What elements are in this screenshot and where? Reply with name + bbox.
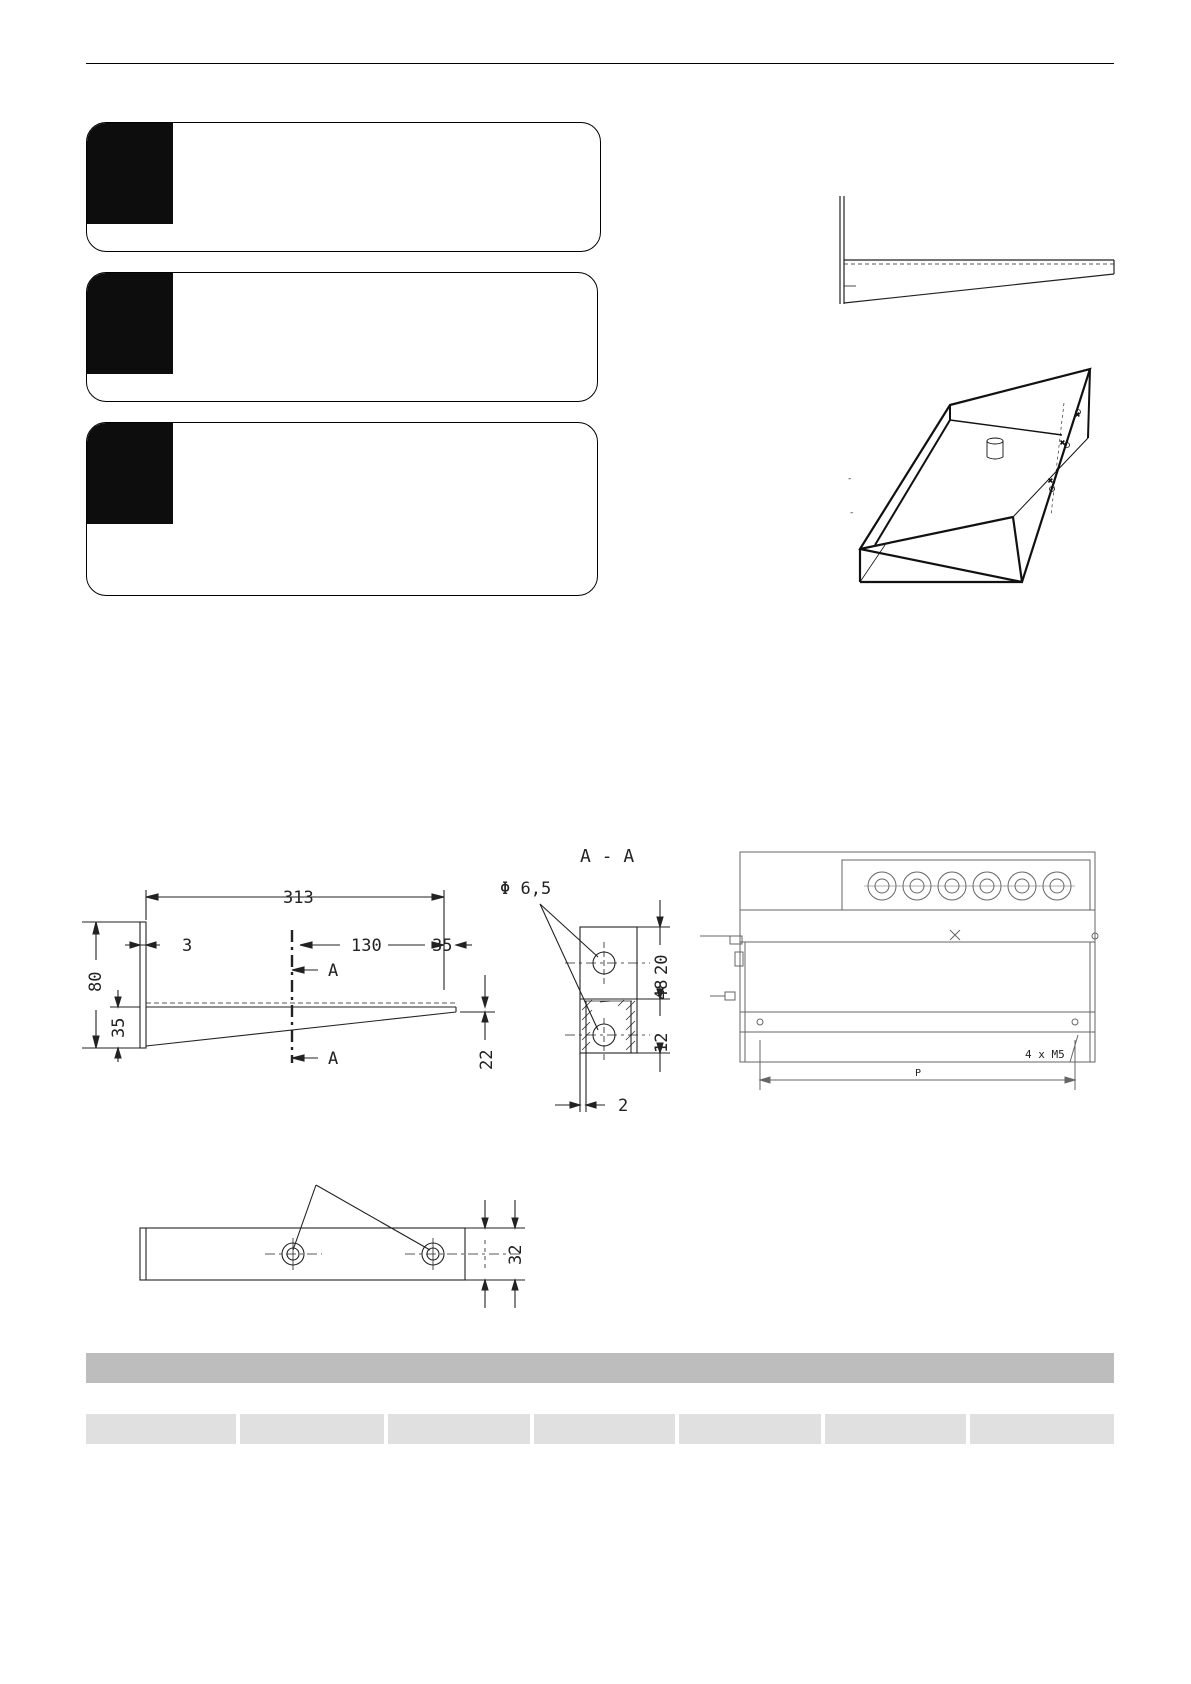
section-marker-bottom: A [328, 1049, 339, 1069]
section-marker-top: A [328, 961, 339, 981]
svg-text:-: - [847, 474, 853, 484]
dim-313: 313 [283, 888, 314, 908]
svg-text:-: - [849, 508, 855, 518]
table-header-cell-3 [388, 1414, 530, 1444]
table-header-cell-1 [86, 1414, 236, 1444]
dim-20: 20 [652, 954, 672, 975]
table-header-cell-7 [970, 1414, 1114, 1444]
dim-130: 130 [351, 936, 382, 956]
dim-48: 48 [652, 979, 672, 1000]
dim-22: 22 [477, 1049, 497, 1070]
section-band [86, 1353, 1114, 1383]
dim-2: 2 [618, 1096, 629, 1116]
dim-12: 12 [652, 1032, 672, 1053]
svg-text:×: × [1048, 476, 1053, 485]
table-header-cell-4 [534, 1414, 675, 1444]
table-header-cell-6 [825, 1414, 966, 1444]
filter-drawing [690, 850, 1110, 1110]
table-header-cell-5 [679, 1414, 821, 1444]
dim-35-tip: 35 [432, 936, 453, 956]
dim-3: 3 [182, 936, 193, 956]
dim-80: 80 [86, 971, 106, 992]
dim-hole-diameter: Φ 6,5 [500, 879, 552, 899]
filter-pitch-label: P [915, 1068, 922, 1079]
dim-35-lower: 35 [109, 1017, 129, 1038]
filter-screws-label: 4 x M5 [1025, 1048, 1065, 1061]
svg-text:×: × [1060, 438, 1065, 447]
svg-text:×: × [1075, 410, 1080, 419]
table-header-cell-2 [240, 1414, 384, 1444]
section-title: A - A [580, 846, 635, 867]
dim-32: 32 [506, 1244, 526, 1265]
